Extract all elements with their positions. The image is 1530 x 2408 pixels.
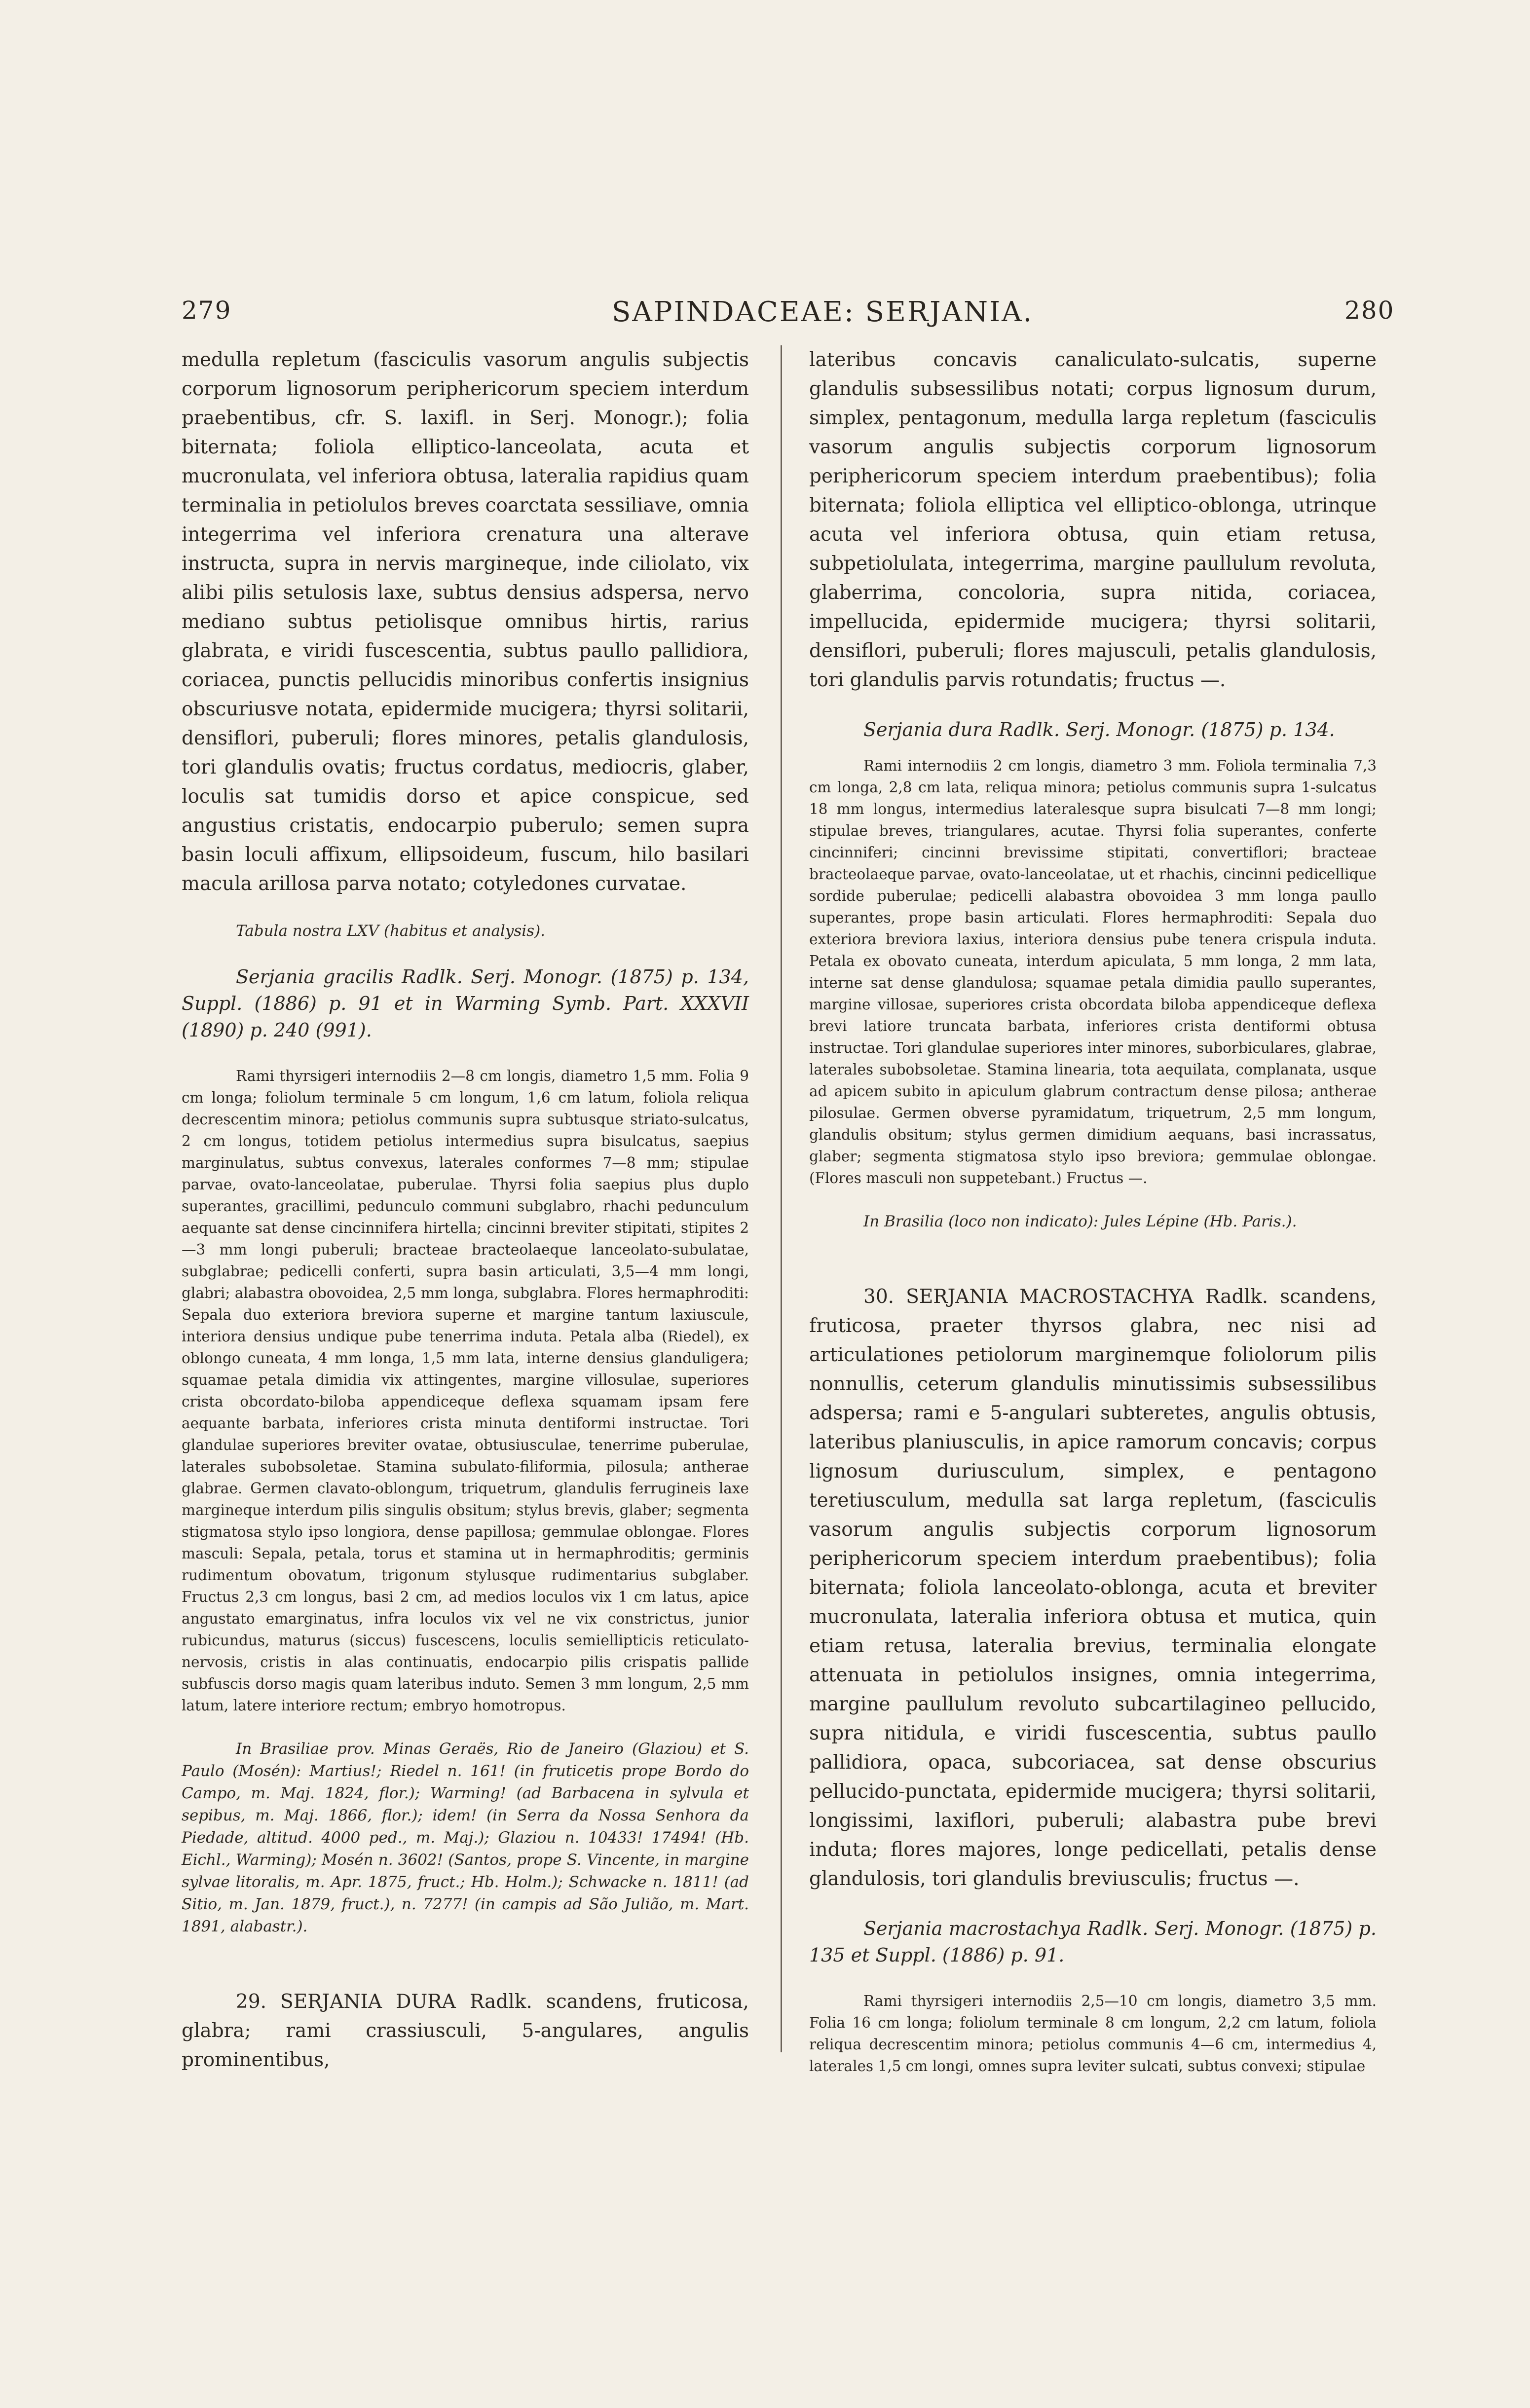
right-column <box>809 345 1377 2077</box>
diagnosis-continued: medulla repletum (fasciculis vasorum angulis subjectis corporum lignosorum periphericorum speciem interdum praebentibus, cfr. S. laxifl. in Serj. Monogr.); folia biternata; foliola elliptico-lanceolata, acuta et mucronulata, vel inferiora obtusa, lateralia rapidius quam terminalia in petiolulos breves coarctata sessiliave, omnia integerrima vel inferiora crenatura una alterave instructa, supra in nervis margineque, inde ciliolato, vix alibi pilis setulosis laxe, subtus densius adspersa, nervo mediano subtus petiolisque omnibus hirtis, rarius glabrata, e viridi fuscescentia, subtus paullo pallidiora, coriacea, punctis pellucidis minoribus confertis insignius obscuriusve notata, epidermide mucigera; thyrsi solitarii, densiflori, puberuli; flores minores, petalis glandulosis, tori glandulis ovatis; fructus cordatus, mediocris, glaber, loculis sat tumidis dorso et apice conspicue, sed angustius cristatis, endocarpio puberulo; semen supra basin loculi affixum, ellipsoideum, fuscum, hilo basilari macula arillosa parva notato; cotyledones curvatae. <box>182 349 749 895</box>
diagnosis-continued-right: lateribus concavis canaliculato-sulcatis, superne glandulis subsessilibus notati; corpus lignosum durum, simplex, pentagonum, medulla larga repletum (fasciculis vasorum angulis subjectis corporum lignosorum periphericorum speciem interdum praebentibus); folia biternata; foliola elliptica vel elliptico-oblonga, utrinque acuta vel inferiora obtusa, quin etiam retusa, subpetiolulata, integerrima, margine paullulum revoluta, glaberrima, concoloria, supra nitida, coriacea, impellucida, epidermide mucigera; thyrsi solitarii, densiflori, puberuli; flores majusculi, petalis glandulosis, tori glandulis parvis rotundatis; fructus —. <box>809 349 1377 691</box>
description: Rami thyrsigeri internodiis 2—8 cm longis, diametro 1,5 mm. Folia 9 cm longa; foliolum terminale 5 cm longum, 1,6 cm latum, foliola reliqua decrescentim minora; petiolus communis supra subtusque striato-sulcatus, 2 cm longus, totidem petiolus intermedius supra bisulcatus, saepius marginulatus, subtus convexus, laterales conformes 7—8 mm; stipulae parvae, ovato-lanceolatae, puberulae. Thyrsi folia saepius plus duplo superantes, gracillimi, pedunculo communi subglabro, rhachi pedunculum aequante sat dense cincinnifera hirtella; cincinni breviter stipitati, stipites 2—3 mm longi puberuli; bracteae bracteolaeque lanceolato-subulatae, subglabrae; pedicelli conferti, supra basin articulati, 3,5—4 mm longi, glabri; alabastra obovoidea, 2,5 mm longa, subglabra. Flores hermaphroditi: Sepala duo exteriora breviora superne et margine tantum laxiuscule, interiora densius undique pube tenerrima induta. Petala alba (Riedel), ex oblongo cuneata, 4 mm longa, 1,5 mm lata, interne densius glanduligera; squamae petala dimidia vix attingentes, margine villosulae, superiores crista obcordato-biloba appendiceque deflexa squamam ipsam fere aequante barbata, inferiores crista minuta dentiformi instructae. Tori glandulae superiores breviter ovatae, obtusiusculae, tenerrime puberulae, laterales subobsoletae. Stamina subulato-filiformia, pilosula; antherae glabrae. Germen clavato-oblongum, triquetrum, glandulis ferrugineis laxe margineque interdum pilis singulis obsitum; stylus brevis, glaber; segmenta stigmatosa stylo ipso longiora, dense papillosa; gemmulae oblongae. Flores masculi: Sepala, petala, torus et stamina ut in hermaphroditis; germinis rudimentum obovatum, trigonum stylusque rudimentarius subglaber. Fructus 2,3 cm longus, basi 2 cm, ad medios loculos vix 1 cm latus, apice angustato emarginatus, infra loculos vix vel ne vix constrictus, junior rubicundus, maturus (siccus) fuscescens, loculis semiellipticis reticulato-nervosis, cristis in alas continuatis, endocarpio pilis crispatis pallide subfuscis dorso magis quam lateribus induto. Semen 3 mm longum, 2,5 mm latum, latere interiore rectum; embryo homotropus. <box>182 1068 749 1714</box>
plate-reference: Tabula nostra LXV (habitus et analysis). <box>236 922 546 940</box>
species-heading-29: 29. SERJANIA DURA Radlk. scandens, fruticosa, glabra; rami crassiusculi, 5-angulares, angulis prominentibus, <box>182 1991 749 2071</box>
column-divider <box>781 345 782 2052</box>
left-column <box>182 345 749 2075</box>
species-heading-30: 30. SERJANIA MACROSTACHYA Radlk. scandens, fruticosa, praeter thyrsos glabra, nec nisi ad articulationes petiolorum marginemque foliolorum pilis nonnullis, ceterum glandulis minutissimis subsessilibus adspersa; rami e 5-angulari subteretes, angulis obtusis, lateribus planiusculis, in apice ramorum concavis; corpus lignosum duriusculum, simplex, e pentagono teretiusculum, medulla sat larga repletum, (fasciculis vasorum angulis subjectis corporum lignosorum periphericorum speciem interdum praebentibus); folia biternata; foliola lanceolato-oblonga, acuta et breviter mucronulata, lateralia inferiora obtusa et mutica, quin etiam retusa, lateralia brevius, terminalia elongate attenuata in petiolulos insignes, omnia integerrima, margine paullulum revoluto subcartilagineo pellucido, supra nitidula, e viridi fuscescentia, subtus paullo pallidiora, opaca, subcoriacea, sat dense obscurius pellucido-punctata, epidermide mucigera; thyrsi solitarii, longissimi, laxiflori, puberuli; alabastra pube brevi induta; flores majores, longe pedicellati, petalis dense glandulosis, tori glandulis breviusculis; fructus —. <box>809 1286 1377 1890</box>
page-number-right: 280 <box>1344 296 1395 325</box>
synonymy-citation-macrostachya: Serjania macrostachya Radlk. Serj. Monogr. (1875) p. 135 et Suppl. (1886) p. 91. <box>809 1918 1377 1966</box>
locality-list: In Brasiliae prov. Minas Geraës, Rio de Janeiro (Glaziou) et S. Paulo (Mosén): Martius!; Riedel n. 161! (in fruticetis prope Bordo do Campo, m. Maj. 1824, flor.); Warming! (ad Barbacena in sylvula et sepibus, m. Maj. 1866, flor.); idem! (in Serra da Nossa Senhora da Piedade, altitud. 4000 ped., m. Maj.); Glaziou n. 10433! 17494! (Hb. Eichl., Warming); Mosén n. 3602! (Santos, prope S. Vincente, in margine sylvae litoralis, m. Apr. 1875, fruct.; Hb. Holm.); Schwacke n. 1811! (ad Sitio, m. Jan. 1879, fruct.), n. 7277! (in campis ad São Julião, m. Mart. 1891, alabastr.). <box>182 1740 749 1935</box>
locality-dura: In Brasilia (loco non indicato): Jules Lépine (Hb. Paris.). <box>863 1213 1297 1230</box>
synonymy-citation: Serjania gracilis Radlk. Serj. Monogr. (1875) p. 134, Suppl. (1886) p. 91 et in Warming Symb. Part. XXXVII (1890) p. 240 (991). <box>182 966 749 1041</box>
synonymy-citation-dura: Serjania dura Radlk. Serj. Monogr. (1875) p. 134. <box>863 719 1335 741</box>
running-title: SAPINDACEAE: SERJANIA. <box>612 296 1034 328</box>
page-number-left: 279 <box>182 296 232 325</box>
description-macrostachya: Rami thyrsigeri internodiis 2,5—10 cm longis, diametro 3,5 mm. Folia 16 cm longa; foliolum terminale 8 cm longum, 2,2 cm latum, foliola reliqua decrescentim minora; petiolus communis 4—6 cm, intermedius 4, laterales 1,5 cm longi, omnes supra leviter sulcati, subtus convexi; stipulae <box>809 1993 1377 2075</box>
description-dura: Rami internodiis 2 cm longis, diametro 3 mm. Foliola terminalia 7,3 cm longa, 2,8 cm lata, reliqua minora; petiolus communis supra 1-sulcatus 18 mm longus, intermedius lateralesque supra bisulcati 7—8 mm longi; stipulae breves, triangulares, acutae. Thyrsi folia superantes, conferte cincinniferi; cincinni brevissime stipitati, convertiflori; bracteae bracteolaeque parvae, ovato-lanceolatae, ut et rhachis, cincinni pedicellique sordide puberulae; pedicelli alabastra obovoidea 3 mm longa paullo superantes, prope basin articulati. Flores hermaphroditi: Sepala duo exteriora breviora laxius, interiora densius pube tenera crispula induta. Petala ex obovato cuneata, interdum apiculata, 5 mm longa, 2 mm lata, interne sat dense glandulosa; squamae petala dimidia paullo superantes, margine villosae, superiores crista obcordata biloba appendiceque deflexa brevi latiore truncata barbata, inferiores crista dentiformi obtusa instructae. Tori glandulae superiores inter minores, suborbiculares, glabrae, laterales subobsoletae. Stamina linearia, tota aequilata, complanata, usque ad apicem subito in apiculum glabrum contractum dense pilosa; antherae pilosulae. Germen obverse pyramidatum, triquetrum, 2,5 mm longum, glandulis obsitum; stylus germen dimidium aequans, basi incrassatus, glaber; segmenta stigmatosa stylo ipso breviora; gemmulae oblongae. (Flores masculi non suppetebant.) Fructus —. <box>809 757 1377 1186</box>
